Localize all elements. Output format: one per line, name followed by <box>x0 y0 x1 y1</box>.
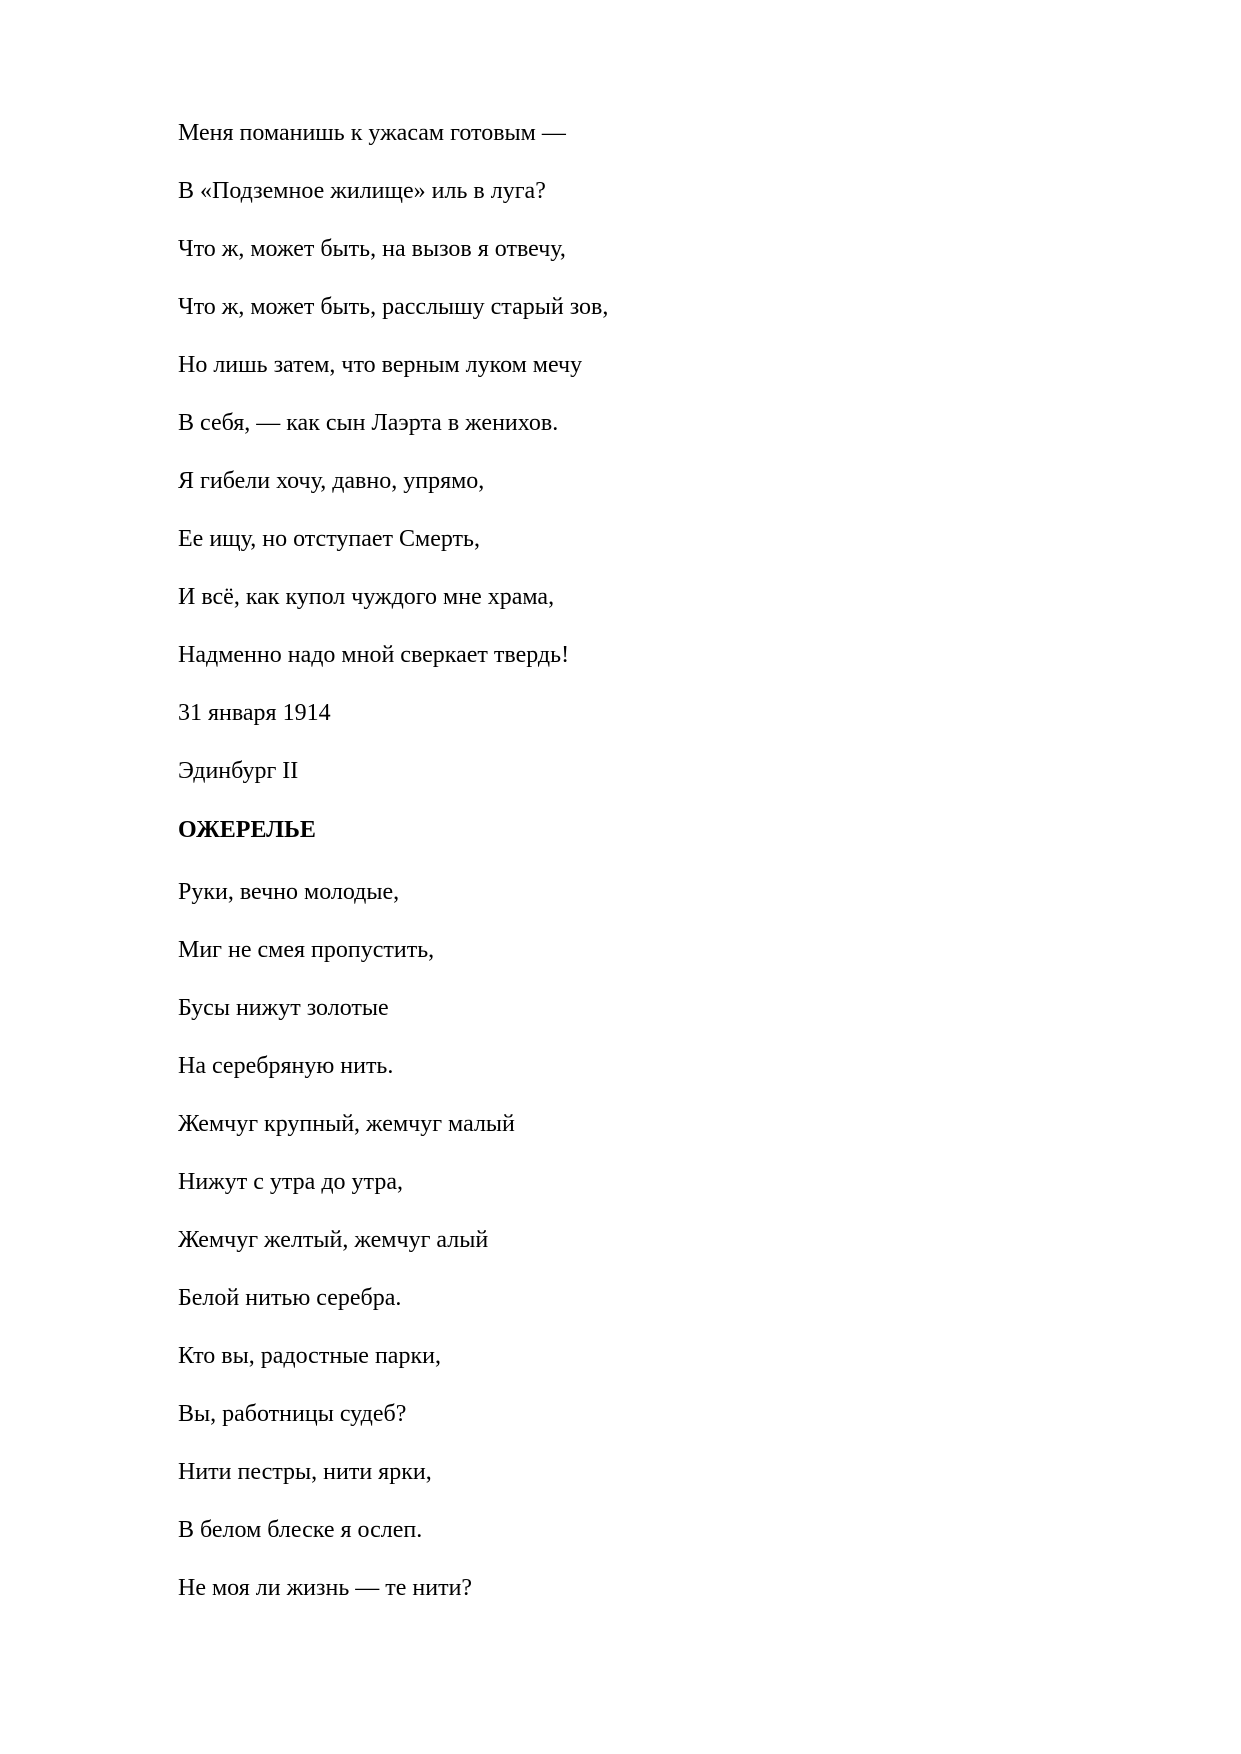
poem2-line-7: Жемчуг желтый, жемчуг алый <box>178 1227 489 1253</box>
poem1-date: 31 января 1914 <box>178 700 331 726</box>
poem2-line-8: Белой нитью серебра. <box>178 1285 402 1311</box>
poem2-line-13: Не моя ли жизнь — те нити? <box>178 1575 473 1601</box>
poem1-line-2: В «Подземное жилище» иль в луга? <box>178 178 546 204</box>
poem2-line-3: Бусы нижут золотые <box>178 995 389 1021</box>
poem1-line-4: Что ж, может быть, расслышу старый зов, <box>178 294 609 320</box>
poem2-line-5: Жемчуг крупный, жемчуг малый <box>178 1111 515 1137</box>
poem2-line-11: Нити пестры, нити ярки, <box>178 1459 432 1485</box>
poem2-line-10: Вы, работницы судеб? <box>178 1401 407 1427</box>
poem2-line-4: На серебряную нить. <box>178 1053 394 1079</box>
poem2-line-9: Кто вы, радостные парки, <box>178 1343 441 1369</box>
poem2-line-1: Руки, вечно молодые, <box>178 879 400 905</box>
poem2-line-6: Нижут с утра до утра, <box>178 1169 403 1195</box>
poem1-line-10: Надменно надо мной сверкает твердь! <box>178 642 570 668</box>
poem1-place: Эдинбург II <box>178 758 299 784</box>
poem2-line-12: В белом блеске я ослеп. <box>178 1517 423 1543</box>
poem1-line-7: Я гибели хочу, давно, упрямо, <box>178 468 485 494</box>
poem2-line-2: Миг не смея пропустить, <box>178 937 435 963</box>
document-page <box>178 0 1178 1754</box>
poem1-line-8: Ее ищу, но отступает Смерть, <box>178 526 480 552</box>
poem1-line-5: Но лишь затем, что верным луком мечу <box>178 352 583 378</box>
poem2-title: ОЖЕРЕЛЬЕ <box>178 817 316 843</box>
poem1-line-6: В себя, — как сын Лаэрта в женихов. <box>178 410 559 436</box>
poem1-line-3: Что ж, может быть, на вызов я отвечу, <box>178 236 566 262</box>
poem1-line-1: Меня поманишь к ужасам готовым — <box>178 120 566 146</box>
poem1-line-9: И всё, как купол чуждого мне храма, <box>178 584 555 610</box>
